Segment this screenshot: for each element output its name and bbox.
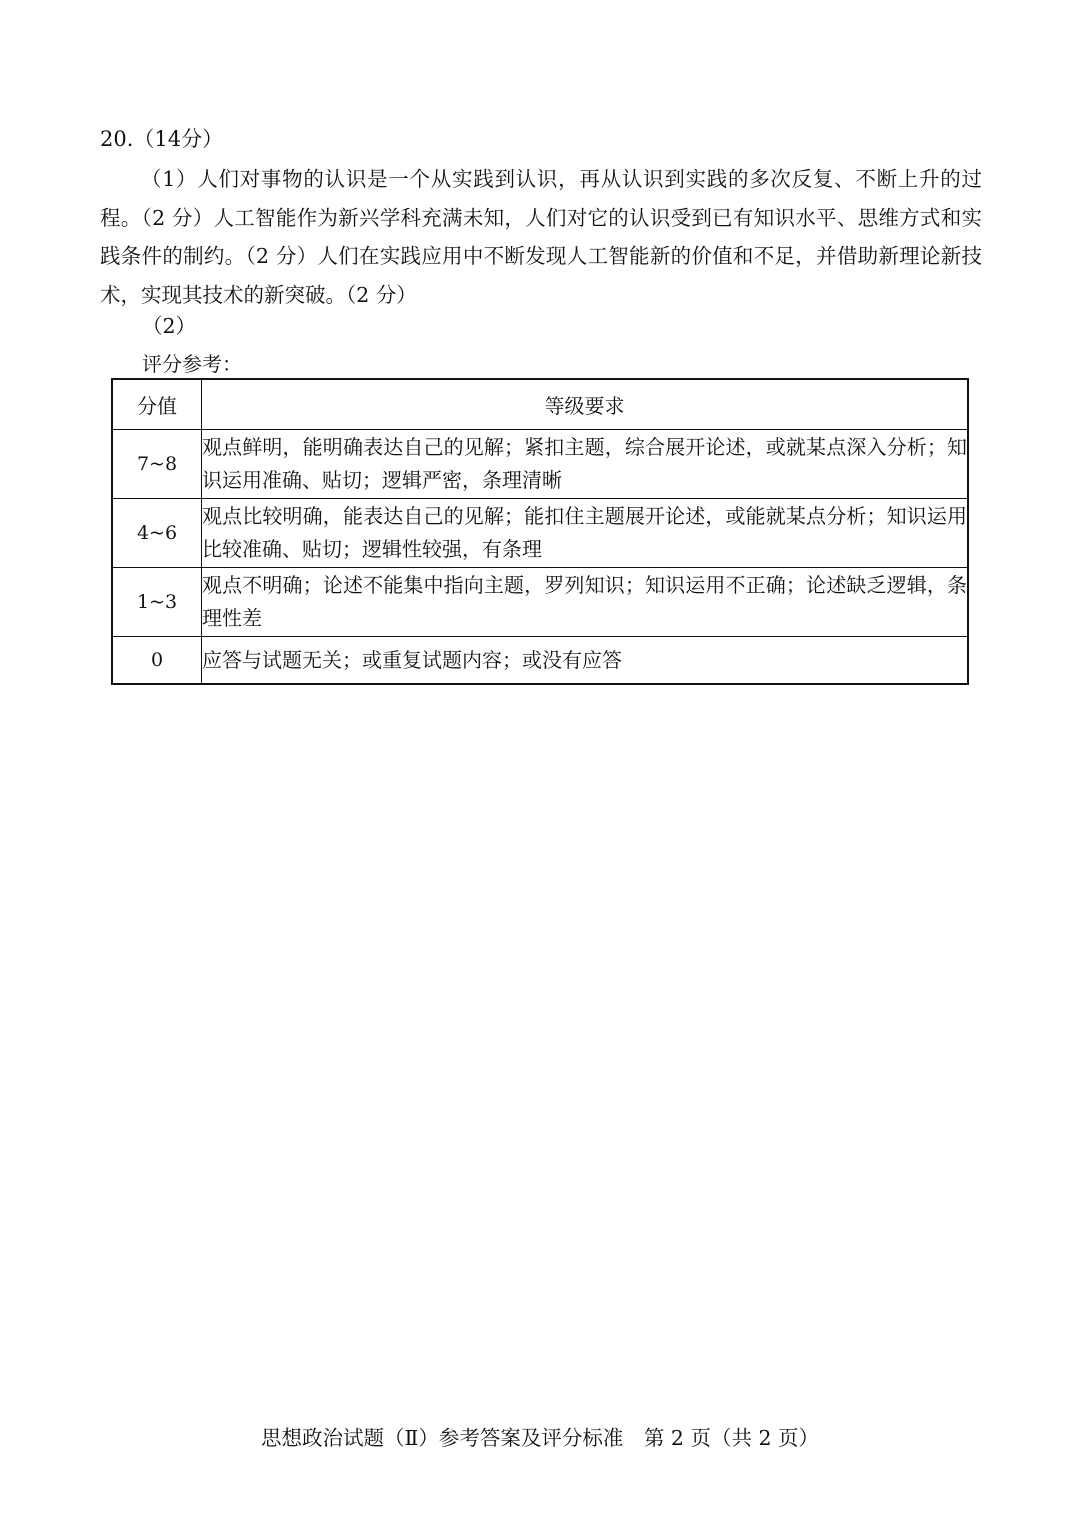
question-header: 20.（14分） [100, 127, 224, 151]
table-row [112, 430, 968, 499]
table-row [112, 637, 968, 685]
score-column-header: 分值 [112, 379, 202, 430]
scoring-reference-label: 评分参考： [142, 352, 242, 376]
scoring-rubric-table [111, 378, 969, 685]
score-value: 0 [112, 637, 202, 685]
score-value: 1~3 [112, 568, 202, 637]
part1-answer: （1）人们对事物的认识是一个从实践到认识，再从认识到实践的多次反复、不断上升的过程。（2 分）人工智能作为新兴学科充满未知，人们对它的认识受到已有知识水平、思维方式和实践条件的制约。（2 分）人们在实践应用中不断发现人工智能新的价值和不足，并借助新理论新技术，实现其技术的新突破。（2 分） [100, 167, 982, 307]
requirement-text: 观点比较明确，能表达自己的见解；能扣住主题展开论述，或能就某点分析；知识运用比较准确、贴切；逻辑性较强，有条理 [202, 499, 969, 568]
requirement-text: 观点鲜明，能明确表达自己的见解；紧扣主题，综合展开论述，或就某点深入分析；知识运用准确、贴切；逻辑严密，条理清晰 [202, 430, 969, 499]
score-value: 7~8 [112, 430, 202, 499]
score-value: 4~6 [112, 499, 202, 568]
table-row [112, 499, 968, 568]
part2-label: （2） [142, 314, 197, 338]
requirement-text: 观点不明确；论述不能集中指向主题，罗列知识；知识运用不正确；论述缺乏逻辑，条理性差 [202, 568, 969, 637]
requirements-column-header: 等级要求 [202, 379, 969, 430]
page-footer: 思想政治试题（Ⅱ）参考答案及评分标准 第 2 页（共 2 页） [260, 1426, 820, 1450]
requirement-text: 应答与试题无关；或重复试题内容；或没有应答 [202, 637, 969, 685]
rubric-header-row [112, 379, 968, 430]
table-row [112, 568, 968, 637]
